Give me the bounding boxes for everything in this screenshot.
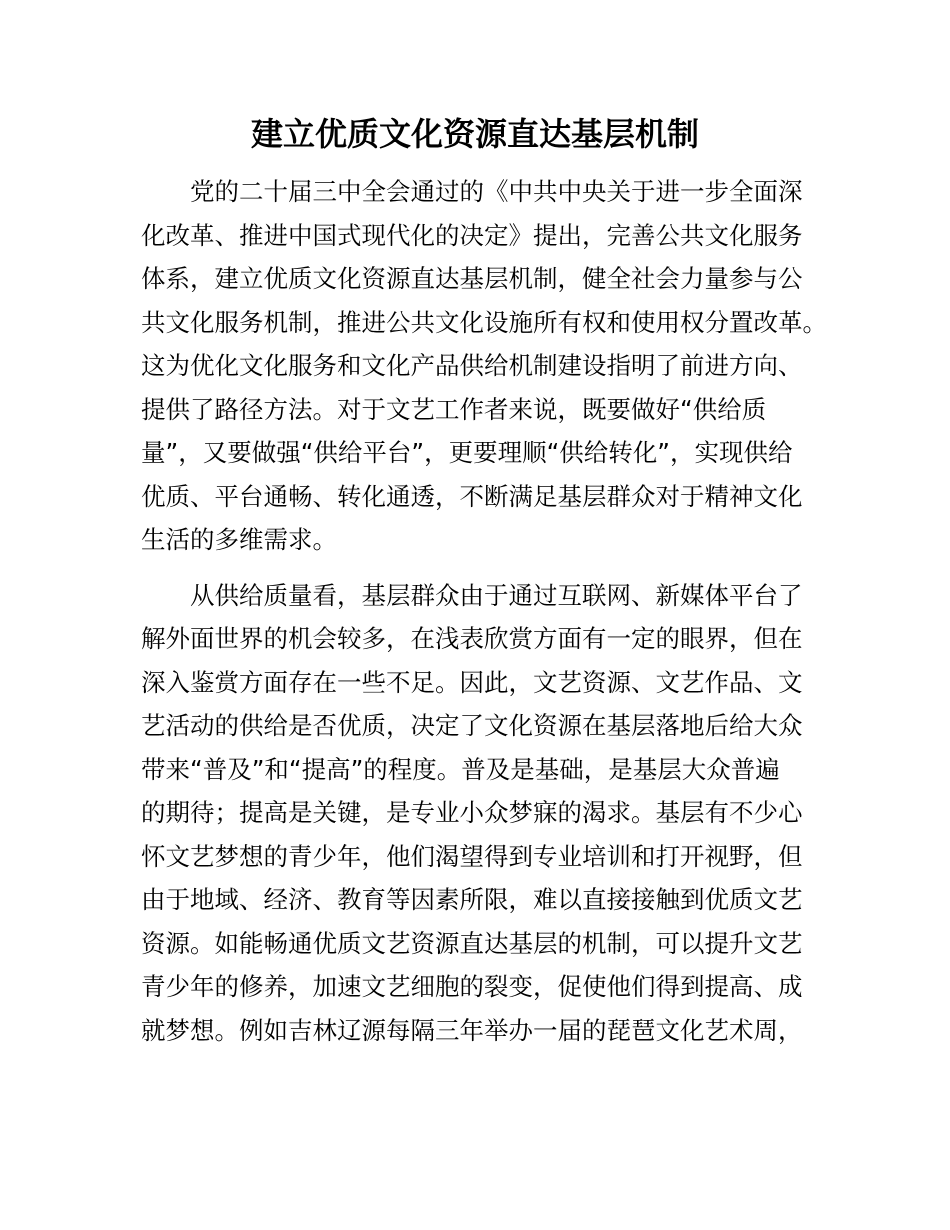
paragraph-line: 体系，建立优质文化资源直达基层机制，健全社会力量参与公 bbox=[141, 264, 803, 293]
paragraph-line: 化改革、推进中国式现代化的决定》提出，完善公共文化服务 bbox=[141, 220, 803, 250]
document-body bbox=[141, 170, 826, 1052]
paragraph-line: 解外面世界的机会较多，在浅表欣赏方面有一定的眼界，但在 bbox=[141, 624, 803, 653]
paragraph-line: 带来“普及”和“提高”的程度。普及是基础，是基层大众普遍 bbox=[141, 754, 780, 784]
paragraph-spacer bbox=[141, 562, 826, 574]
paragraph-line: 共文化服务机制，推进公共文化设施所有权和使用权分置改革。 bbox=[141, 307, 827, 337]
paragraph-1 bbox=[141, 170, 826, 562]
paragraph-line: 党的二十届三中全会通过的《中共中央关于进一步全面深 bbox=[190, 177, 803, 206]
paragraph-line: 青少年的修养，加速文艺细胞的裂变，促使他们得到提高、成 bbox=[141, 972, 803, 1001]
paragraph-line: 生活的多维需求。 bbox=[141, 525, 337, 554]
document-title: 建立优质文化资源直达基层机制 bbox=[250, 115, 699, 153]
paragraph-line: 从供给质量看，基层群众由于通过互联网、新媒体平台了 bbox=[190, 580, 803, 610]
paragraph-line: 怀文艺梦想的青少年，他们渴望得到专业培训和打开视野，但 bbox=[141, 841, 803, 871]
paragraph-line: 优质、平台通畅、转化通透，不断满足基层群众对于精神文化 bbox=[141, 481, 803, 511]
paragraph-line: 由于地域、经济、教育等因素所限，难以直接接触到优质文艺 bbox=[141, 885, 803, 914]
paragraph-line: 量”，又要做强“供给平台”，更要理顺“供给转化”，实现供给 bbox=[141, 438, 793, 467]
paragraph-line: 就梦想。例如吉林辽源每隔三年举办一届的琵琶文化艺术周， bbox=[141, 1015, 803, 1045]
paragraph-line: 的期待；提高是关键，是专业小众梦寐的渴求。基层有不少心 bbox=[141, 798, 803, 827]
paragraph-line: 资源。如能畅通优质文艺资源直达基层的机制，可以提升文艺 bbox=[141, 928, 803, 958]
paragraph-line: 艺活动的供给是否优质，决定了文化资源在基层落地后给大众 bbox=[141, 711, 803, 740]
paragraph-line: 提供了路径方法。对于文艺工作者来说，既要做好“供给质 bbox=[141, 394, 767, 424]
paragraph-line: 这为优化文化服务和文化产品供给机制建设指明了前进方向、 bbox=[141, 351, 803, 380]
paragraph-2 bbox=[141, 574, 826, 1053]
paragraph-line: 深入鉴赏方面存在一些不足。因此，文艺资源、文艺作品、文 bbox=[141, 667, 803, 697]
